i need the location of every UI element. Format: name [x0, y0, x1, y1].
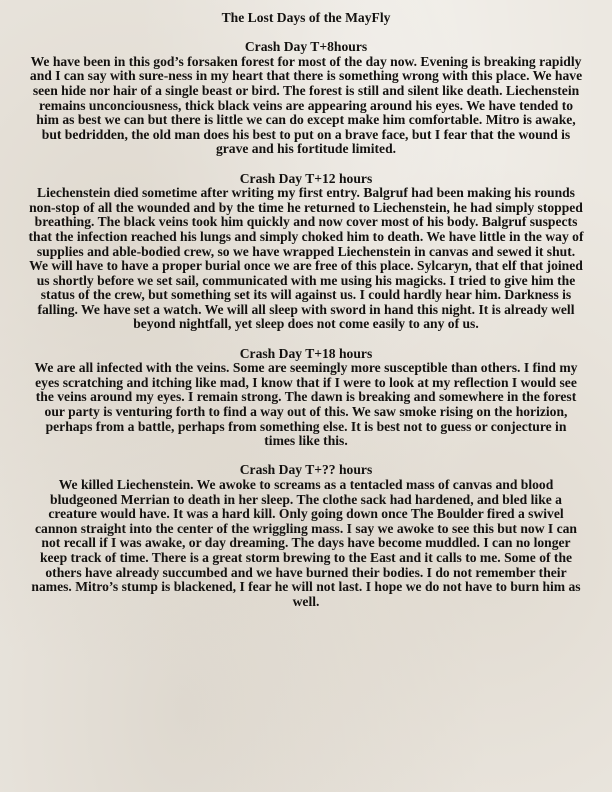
- entry-text-line: We killed Liechenstein. We awoke to screams as a tentacled mass of canvas and blood: [58, 477, 554, 492]
- entry-text-line: non-stop of all the wounded and by the time he returned to Liechenstein, he had simply stopped: [29, 199, 583, 215]
- entry-text-line: supplies and able-bodied crew, so we have wrapped Liechenstein in canvas and sewed it shut.: [36, 243, 576, 259]
- entry-text-line: others have already succumbed and we have burned their bodies. I do not remember their: [45, 564, 567, 580]
- entry-text-line: remains unconciousness, thick black veins are appearing around his eyes. We have tended to: [38, 97, 574, 113]
- entry-text-line: and I can say with sure-ness in my heart that there is something wrong with this place. We have: [29, 68, 583, 84]
- entry-text-line: us shortly before we set sail, communicated with me using his magicks. I tried to give him the: [36, 272, 576, 288]
- entry-text-line: names. Mitro’s stump is blackened, I fear he will not last. I hope we do not have to burn him as: [31, 579, 581, 595]
- entry-heading: Crash Day T+12 hours: [239, 170, 373, 186]
- entry-text-line: We are all infected with the veins. Some are seemingly more susceptible than others. I find my: [34, 360, 578, 376]
- entry-text-line: bludgeoned Merrian to death in her sleep. The clothe sack had hardened, and bled like a: [50, 491, 562, 507]
- journal-entry: [0, 26, 612, 157]
- entry-text-line: Liechenstein died sometime after writing my first entry. Balgruf had been making his rounds: [37, 185, 575, 201]
- entry-text-line: times like this.: [264, 433, 348, 449]
- entry-text-line: beyond nightfall, yet sleep does not come easily to any of us.: [133, 316, 479, 332]
- entry-heading: Crash Day T+18 hours: [239, 345, 373, 361]
- entry-text-line: perhaps from a battle, perhaps from something else. It is best not to guess or conjecture in: [45, 418, 567, 434]
- entry-text-line: seen hide nor hair of a single beast or bird. The forest is still and silent like death. Liechenstein: [32, 82, 580, 98]
- entry-text-line: not recall if I was awake, or day dreaming. The days have become muddled. I can no longer: [41, 535, 571, 551]
- spacer: [0, 449, 612, 464]
- entry-text-line: cannon straight into the center of the wriggling mass. I say we awoke to see this but now I can: [35, 520, 577, 536]
- journal-entry: [0, 157, 612, 332]
- spacer: [0, 332, 612, 347]
- document-title: The Lost Days of the MayFly: [221, 10, 391, 25]
- entry-text-line: him as best we can but there is little we can do except make him comfortable. Mitro is awake,: [36, 112, 576, 128]
- entry-heading: Crash Day T+8hours: [244, 39, 368, 55]
- entry-text-line: grave and his fortitude limited.: [215, 141, 397, 157]
- spacer: [0, 157, 612, 172]
- entry-text-line: eyes scratching and itching like mad, I know that if I were to look at my reflection I would see: [35, 374, 577, 390]
- entry-text-line: falling. We have set a watch. We will all sleep with sword in hand this night. It is already well: [37, 301, 575, 317]
- entry-text-line: our party is venturing forth to find a way out of this. We saw smoke rising on the horizion,: [44, 404, 568, 420]
- journal-entry: [0, 332, 612, 449]
- entry-text-line: status of the crew, but something set its will against us. I could hardly hear him. Darkness is: [40, 287, 572, 303]
- entry-text-line: the veins around my eyes. I remain strong. The dawn is breaking and somewhere in the forest: [35, 389, 577, 405]
- entry-heading: Crash Day T+?? hours: [239, 462, 373, 478]
- entry-text-line: well.: [292, 593, 320, 609]
- entry-text-line: We will have to have a proper burial once we are free of this place. Sylcaryn, that elf that joined: [29, 258, 583, 274]
- entry-text-line: creature would have. It was a hard kill. Only going down once The Boulder fired a swivel: [48, 506, 564, 522]
- entry-text-line: breathing. The black veins took him quickly and now cover most of his body. Balgruf suspects: [34, 214, 578, 230]
- journal-entry: [0, 449, 612, 610]
- entry-text-line: keep track of time. There is a great storm brewing to the East and it calls to me. Some of the: [39, 549, 573, 565]
- spacer: [0, 26, 612, 41]
- entry-text-line: that the infection reached his lungs and simply choked him to death. We have little in the way of: [28, 228, 584, 244]
- journal-page: [0, 11, 612, 609]
- entry-text-line: but bedridden, the old man does his best to put on a brave face, but I fear that the wound is: [41, 126, 571, 142]
- entry-text-line: We have been in this god’s forsaken forest for most of the day now. Evening is breaking rapidly: [30, 53, 582, 69]
